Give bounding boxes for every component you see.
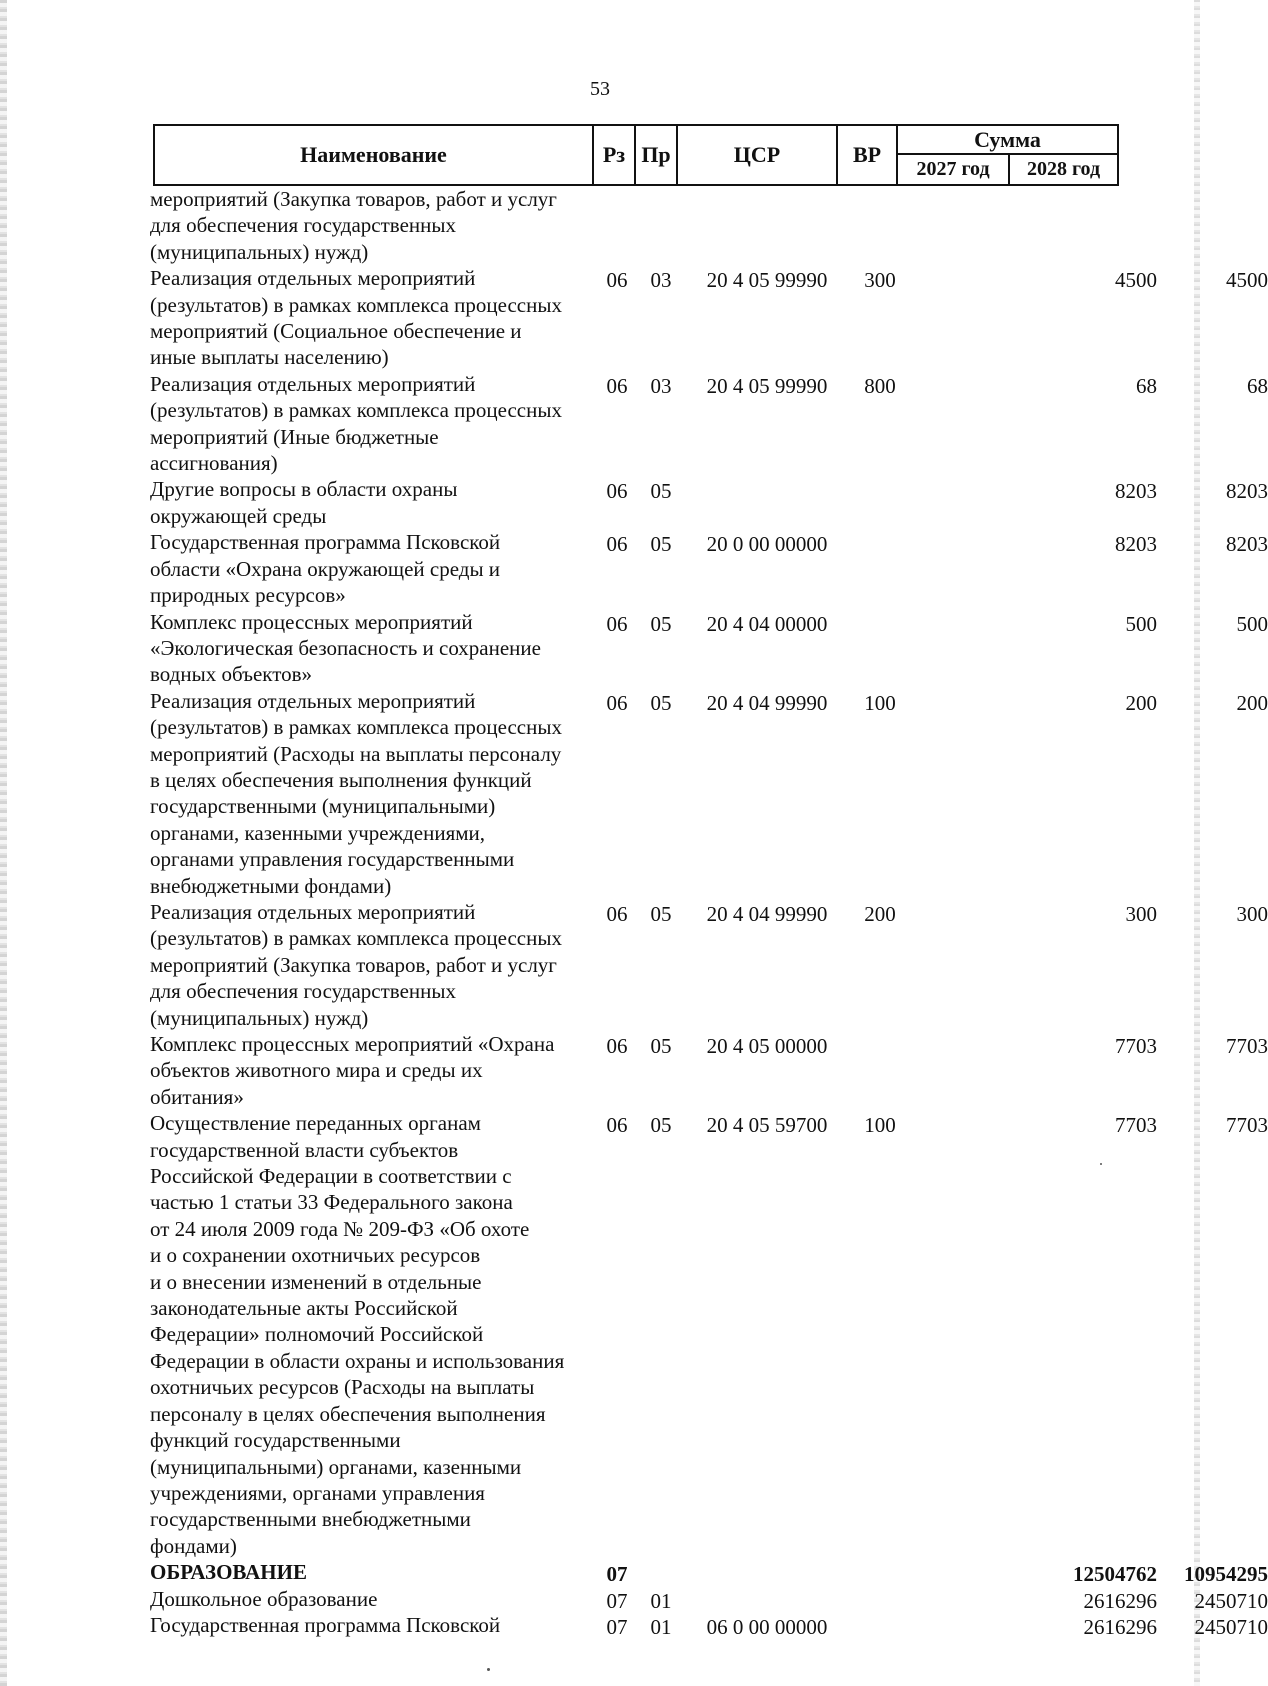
row-sum-2027: 68	[1136, 373, 1157, 398]
row-name	[150, 476, 590, 529]
table-row	[150, 371, 1268, 477]
row-rz: 06	[606, 479, 628, 504]
row-name-text: Комплекс процессных мероприятий «Охрана объектов животного мира и среды их обитания»	[150, 1032, 555, 1109]
row-name-text: Реализация отдельных мероприятий (результатов) в рамках комплекса процессных мероприятий (Иные бюджетные ассигнования)	[150, 371, 562, 476]
row-name	[150, 529, 590, 608]
header-pr: Пр	[641, 142, 671, 167]
row-vr: 100	[864, 690, 896, 715]
table-row	[150, 186, 1130, 265]
row-pr: 05	[650, 1113, 672, 1138]
row-sum-2027: 7703	[1115, 1034, 1157, 1058]
row-csr: 20 0 00 00000	[706, 532, 828, 557]
row-rz: 06	[606, 373, 628, 398]
table-row	[150, 609, 1268, 688]
row-sum-2027: 7703	[1115, 1113, 1157, 1138]
row-sum-2028: 8203	[1226, 479, 1268, 504]
row-name	[150, 265, 590, 371]
row-sum-2027: 500	[1125, 611, 1157, 636]
header-csr: ЦСР	[733, 142, 781, 167]
scan-edge-left	[0, 0, 7, 1686]
row-csr: 20 4 05 99990	[706, 268, 828, 293]
row-rz: 06	[606, 268, 628, 293]
row-name-text: ОБРАЗОВАНИЕ	[150, 1560, 307, 1585]
row-name-text: Другие вопросы в области охраны окружающей среды	[150, 477, 458, 528]
row-sum-2027: 2616296	[1083, 1588, 1157, 1613]
header-vr: ВР	[852, 142, 882, 167]
row-name	[150, 186, 590, 265]
row-rz: 06	[606, 532, 628, 557]
row-rz: 06	[606, 690, 628, 715]
row-sum-2028: 2450710	[1194, 1588, 1268, 1613]
header-sum: Сумма	[974, 126, 1041, 152]
table-row	[150, 1612, 1268, 1639]
row-pr: 05	[650, 901, 672, 926]
row-sum-2027: 12504762	[1073, 1562, 1157, 1587]
row-rz: 06	[606, 611, 628, 636]
row-csr: 20 4 05 00000	[706, 1034, 828, 1058]
budget-table-body	[150, 186, 1268, 1639]
row-sum-2027: 2616296	[1083, 1614, 1157, 1639]
row-pr: 01	[650, 1614, 672, 1639]
row-pr: 05	[650, 479, 672, 504]
row-csr: 20 4 04 00000	[706, 611, 828, 636]
scan-edge-right	[1194, 0, 1200, 1686]
table-row	[150, 688, 1268, 899]
row-pr: 05	[650, 1034, 672, 1058]
row-sum-2027: 4500	[1115, 268, 1157, 293]
row-name-text: Реализация отдельных мероприятий (результатов) в рамках комплекса процессных мероприятий (Расходы на выплаты персоналу в целях обеспечения выполнения функций государственными (муниципальными) органами, казенными учреждениями, органами управления государственными внебюджетными фондами)	[150, 688, 562, 898]
table-header	[153, 124, 1119, 186]
row-pr: 05	[650, 690, 672, 715]
header-name: Наименование	[300, 142, 447, 167]
table-row	[150, 1559, 1268, 1587]
row-pr: 03	[650, 373, 672, 398]
row-rz: 06	[606, 1113, 628, 1138]
row-vr: 200	[864, 901, 896, 926]
row-pr: 05	[650, 532, 672, 557]
row-pr: 01	[650, 1588, 672, 1613]
row-sum-2028: 68	[1247, 373, 1268, 398]
row-csr: 20 4 04 99990	[706, 901, 828, 926]
row-sum-2028: 7703	[1226, 1113, 1268, 1138]
row-rz: 07	[606, 1562, 628, 1587]
row-name	[150, 1612, 590, 1638]
row-vr: 300	[864, 268, 896, 293]
row-name-text: Реализация отдельных мероприятий (результатов) в рамках комплекса процессных мероприятий (Закупка товаров, работ и услуг для обеспечения государственных (муниципальных) нужд)	[150, 899, 562, 1030]
scan-speck	[1100, 1163, 1102, 1165]
row-sum-2028: 300	[1236, 901, 1268, 926]
row-sum-2028: 4500	[1226, 268, 1268, 293]
row-name	[150, 1031, 590, 1110]
row-rz: 07	[606, 1588, 628, 1613]
row-sum-2028: 200	[1236, 690, 1268, 715]
row-sum-2028: 8203	[1226, 532, 1268, 557]
row-csr: 20 4 05 99990	[706, 373, 828, 398]
row-name-text: Реализация отдельных мероприятий (результатов) в рамках комплекса процессных мероприятий (Социальное обеспечение и иные выплаты населению)	[150, 266, 562, 370]
row-name	[150, 371, 590, 477]
row-sum-2028: 7703	[1226, 1034, 1268, 1058]
row-name-text: Комплекс процессных мероприятий «Экологическая безопасность и сохранение водных объектов»	[150, 609, 541, 687]
table-row	[150, 899, 1268, 1031]
row-rz: 06	[606, 1034, 628, 1058]
row-csr: 20 4 05 59700	[706, 1113, 828, 1138]
row-sum-2027: 200	[1125, 690, 1157, 715]
row-rz: 06	[606, 901, 628, 926]
row-pr: 05	[650, 611, 672, 636]
row-name	[150, 688, 590, 899]
row-name	[150, 1110, 590, 1559]
row-sum-2027: 300	[1125, 901, 1157, 926]
row-csr: 06 0 00 00000	[706, 1614, 828, 1639]
row-sum-2028: 500	[1236, 611, 1268, 636]
row-sum-2028: 10954295	[1184, 1562, 1268, 1587]
row-name	[150, 1586, 590, 1612]
header-year-2027: 2027 год	[916, 158, 990, 180]
scan-speck	[487, 1668, 490, 1671]
row-name	[150, 1559, 590, 1585]
row-sum-2028: 2450710	[1194, 1614, 1268, 1639]
row-name	[150, 609, 590, 688]
header-rz: Рз	[602, 142, 626, 167]
row-vr: 800	[864, 373, 896, 398]
row-name-text: мероприятий (Закупка товаров, работ и услуг для обеспечения государственных (муниципальных) нужд)	[150, 187, 557, 264]
page-number: 53	[590, 78, 610, 100]
table-row	[150, 265, 1268, 371]
row-sum-2027: 8203	[1115, 532, 1157, 557]
table-row	[150, 529, 1268, 608]
table-row	[150, 1031, 1268, 1110]
table-row	[150, 1586, 1268, 1613]
table-row	[150, 476, 1268, 529]
row-csr: 20 4 04 99990	[706, 690, 828, 715]
row-name	[150, 899, 590, 1031]
row-rz: 07	[606, 1614, 628, 1639]
row-name-text: Дошкольное образование	[150, 1586, 378, 1611]
row-vr: 100	[864, 1113, 896, 1138]
row-name-text: Государственная программа Псковской	[150, 1612, 501, 1637]
header-year-2028: 2028 год	[1026, 158, 1101, 180]
row-sum-2027: 8203	[1115, 479, 1157, 504]
row-pr: 03	[650, 268, 672, 293]
row-name-text: Государственная программа Псковской области «Охрана окружающей среды и природных ресурсов»	[150, 530, 501, 608]
table-row	[150, 1110, 1268, 1559]
row-name-text: Осуществление переданных органам государственной власти субъектов Российской Федерации в соответствии с частью 1 статьи 33 Федерального закона от 24 июля 2009 года № 209-ФЗ «Об охоте и о сохранении охотничьих ресурсов и о внесении изменений в отдельные законодательные акты Российской Федерации» полномочий Российской Федерации в области охраны и использования охотничьих ресурсов (Расходы на выплаты персоналу в целях обеспечения выполнения функций государственными (муниципальными) органами, казенными учреждениями, органами управления государственными внебюджетными фондами)	[150, 1111, 565, 1558]
